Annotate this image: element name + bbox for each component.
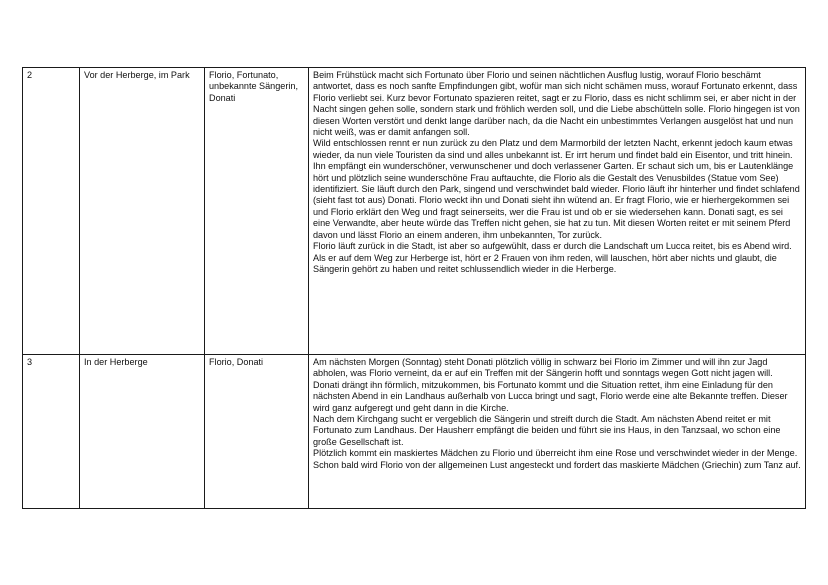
content-paragraph: Plötzlich kommt ein maskiertes Mädchen zu Florio und überreicht ihm eine Rose und verschwindet wieder in der Menge. Schon bald wird Florio von der allgemeinen Lust angesteckt und fordert das maskierte Mädchen (Griechin) zum Tanz auf. (313, 448, 801, 470)
scene-number-cell: 2 (23, 68, 80, 355)
content-paragraph: Beim Frühstück macht sich Fortunato über Florio und seinen nächtlichen Ausflug lustig, worauf Florio beschämt antwortet, dass es noch sanfte Empfindungen gibt, wofür man sich nicht schämen muss, worauf Fortunato erkennt, dass Florio verliebt sei. Kurz bevor Fortunato spazieren reitet, sagt er zu Florio, dass es nicht schlimm sei, er aber nicht in der Nacht singen gehen solle, sondern stark und fröhlich werden soll, und die Liebe abschütteln solle. Florio hingegen ist von diesen Worten verstört und denkt lange darüber nach, da die Nacht ein unbestimmtes Verlangen ausgelöst hat und nun nicht weiß, was er damit anfangen soll. (313, 70, 800, 138)
scene-table (22, 67, 806, 509)
scene-content-cell (309, 355, 806, 509)
scene-characters-cell: Florio, Donati (205, 355, 309, 509)
scene-place-cell: In der Herberge (80, 355, 205, 509)
scene-number-cell: 3 (23, 355, 80, 509)
scene-characters-cell: Florio, Fortunato, unbekannte Sängerin, Donati (205, 68, 309, 355)
scene-place-cell: Vor der Herberge, im Park (80, 68, 205, 355)
content-paragraph: Wild entschlossen rennt er nun zurück zu den Platz und dem Marmorbild der letzten Nacht, erkennt jedoch kaum etwas wieder, da nun viele Touristen da sind und alles unbekannt ist. Er irrt herum und findet bald ein Eisentor, und tritt hinein. Ihn empfängt ein wunderschöner, verwunschener und doch verlassener Garten. Er schaut sich um, bis er Lautenklänge hört und plötzlich seine wunderschöne Frau auftauchte, die Florio als die Gestalt des Venusbildes (Statue vom See) identifiziert. Sie läuft durch den Park, singend und verschwindet bald wieder. Florio läuft ihr hinterher und findet schlafend (sieht fast tot aus) Donati. Florio weckt ihn und Donati sieht ihn wütend an. Er fragt Florio, wie er hierhergekommen sei und Florio erklärt den Weg und fragt seinerseits, wer die Frau ist und ob er sie wiedersehen kann. Donati sagt, es sei eine Verwandte, aber heute würde das Treffen nicht gehen, sie hat zu tun. Mit diesen Worten reitet er mit seinem Pferd davon und lässt Florio an einem anderen, ihm unbekannten, Tor zurück. (313, 138, 800, 240)
content-paragraph: Nach dem Kirchgang sucht er vergeblich die Sängerin und streift durch die Stadt. Am nächsten Abend reitet er mit Fortunato zum Landhaus. Der Hausherr empfängt die beiden und führt sie ins Haus, in den Tanzsaal, wo schon eine große Gesellschaft ist. (313, 414, 781, 447)
content-paragraph: Florio läuft zurück in die Stadt, ist aber so aufgewühlt, dass er durch die Landschaft um Lucca reitet, bis es Abend wird. Als er auf dem Weg zur Herberge ist, hört er 2 Frauen von ihm reden, will lauschen, hört aber nichts und glaubt, die Sängerin gehört zu haben und reitet schlussendlich wieder in die Herberge. (313, 241, 792, 274)
scene-content-cell (309, 68, 806, 355)
content-paragraph: Am nächsten Morgen (Sonntag) steht Donati plötzlich völlig in schwarz bei Florio im Zimmer und will ihn zur Jagd abholen, was Florio verneint, da er auf ein Treffen mit der Sängerin hofft und sonntags wegen Gott nicht jagen will. Donati drängt ihn förmlich, mitzukommen, bis Fortunato kommt und die Situation rettet, ihm eine Einladung für den nächsten Abend in ein Landhaus außerhalb von Lucca bringt und sagt, Florio werde eine alte Bekannte treffen. Dieser wird ganz aufgeregt und geht dann in die Kirche. (313, 357, 788, 413)
table-row (23, 355, 806, 509)
table-row (23, 68, 806, 355)
